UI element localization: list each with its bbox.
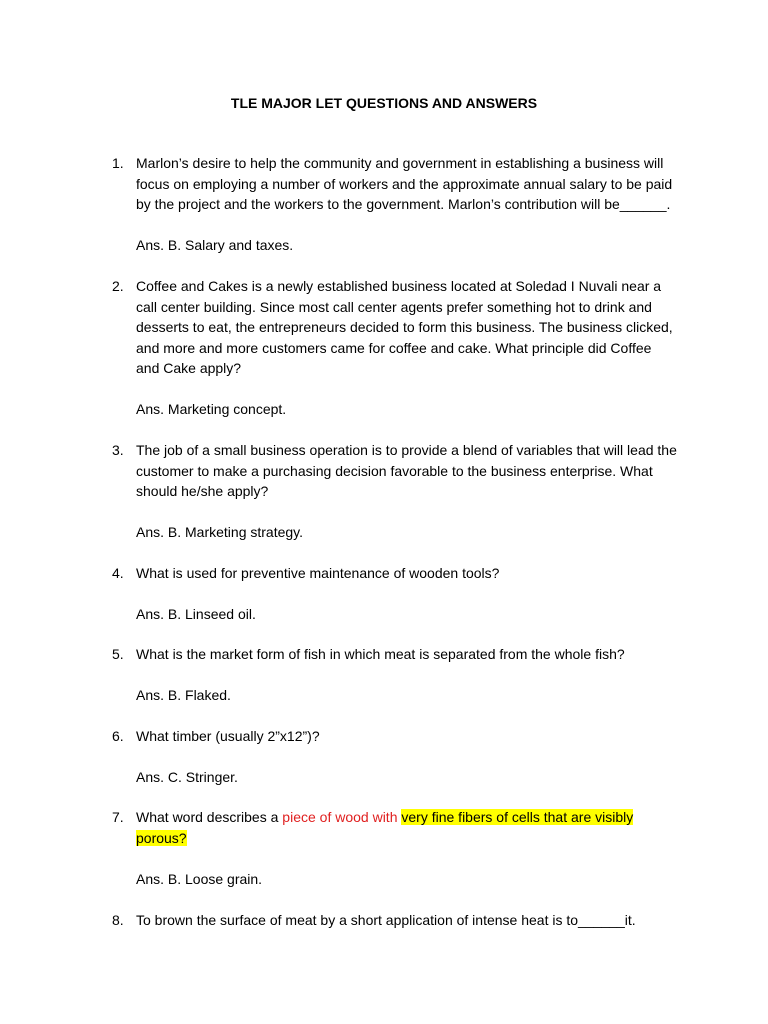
question-number: 6. [112,728,124,744]
question-number: 8. [112,912,124,928]
answer-6: Ans. C. Stringer. [136,769,238,785]
question-text: To brown the surface of meat by a short application of intense heat is to______it. [136,912,636,928]
question-text-highlight: very fine fibers of cells that are visibly porous? [136,809,634,846]
question-2 [112,276,678,379]
answer-1: Ans. B. Salary and taxes. [136,237,294,253]
document-title: TLE MAJOR LET QUESTIONS AND ANSWERS [230,95,538,111]
question-text: What is the market form of fish in which meat is separated from the whole fish? [136,646,625,662]
question-number: 7. [112,809,124,825]
question-text-plain: What word describes a [136,809,283,825]
question-number: 5. [112,646,124,662]
question-text: Marlon’s desire to help the community and government in establishing a business will focus on employing a number of workers and the approximate annual salary to be paid by the project and the workers to the government. Marlon’s contribution will be______. [136,155,673,212]
question-8 [112,910,678,931]
question-text: What is used for preventive maintenance of wooden tools? [136,565,500,581]
question-text [136,807,678,848]
answer-3: Ans. B. Marketing strategy. [136,524,304,540]
answer-5: Ans. B. Flaked. [136,687,231,703]
question-number: 1. [112,155,124,171]
question-6 [112,726,678,747]
question-text: Coffee and Cakes is a newly established business located at Soledad I Nuvali near a call center building. Since most call center agents prefer something hot to drink and desserts to eat, the entrepreneurs decided to form this business. The business clicked, and more and more customers came for coffee and cake. What principle did Coffee and Cake apply? [136,278,673,376]
question-number: 3. [112,442,124,458]
question-text-red: piece of wood with [282,809,402,825]
question-1 [112,153,678,215]
question-number: 4. [112,565,124,581]
question-3 [112,440,678,502]
question-4 [112,563,678,584]
answer-2: Ans. Marketing concept. [136,401,287,417]
question-7 [112,807,678,848]
answer-7: Ans. B. Loose grain. [136,871,263,887]
question-text: What timber (usually 2”x12”)? [136,728,320,744]
answer-4: Ans. B. Linseed oil. [136,606,256,622]
question-5 [112,644,678,665]
question-number: 2. [112,278,124,294]
question-text: The job of a small business operation is to provide a blend of variables that will lead the customer to make a purchasing decision favorable to the business enterprise. What should he/she apply? [136,442,677,499]
